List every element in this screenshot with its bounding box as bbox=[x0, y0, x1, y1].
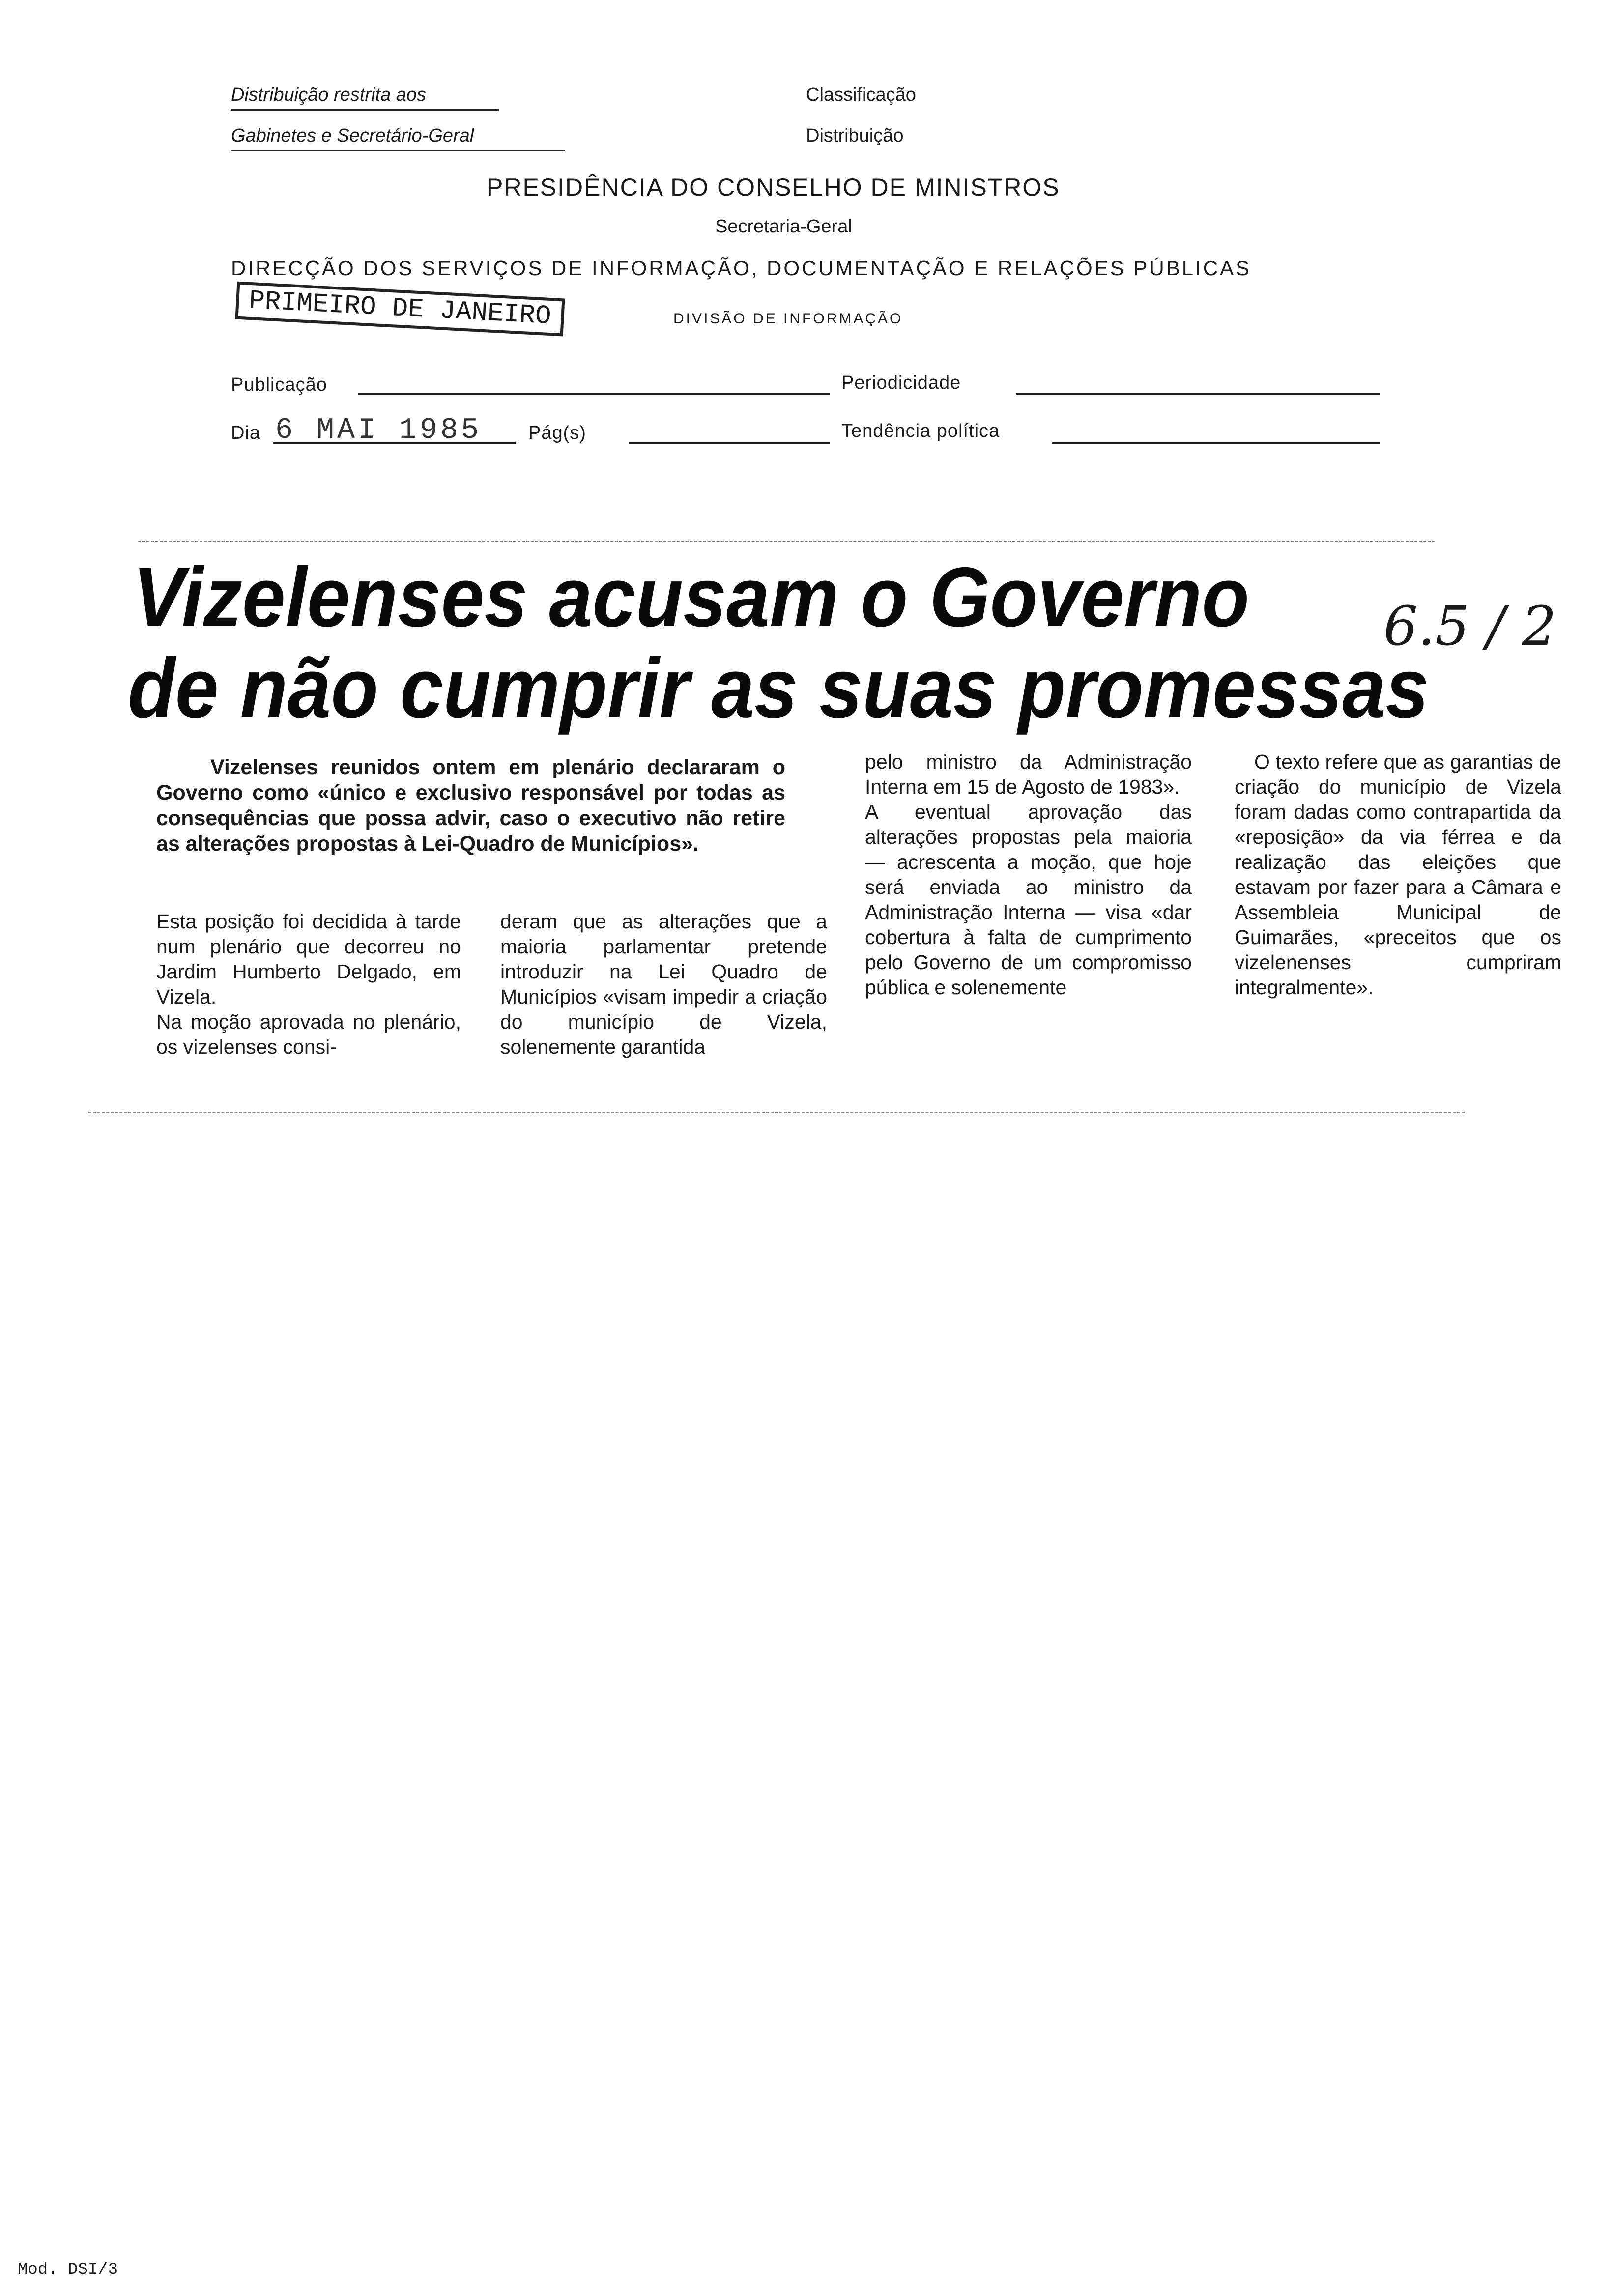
tendencia-line bbox=[1052, 442, 1380, 444]
dia-label: Dia bbox=[231, 423, 261, 443]
publicacao-line bbox=[358, 393, 830, 395]
handwritten-note: 6.5 / 2 bbox=[1383, 595, 1556, 658]
secretaria-geral: Secretaria-Geral bbox=[715, 216, 852, 237]
divisao-informacao: DIVISÃO DE INFORMAÇÃO bbox=[673, 311, 903, 327]
underline-2 bbox=[231, 150, 565, 151]
clipping-bottom-edge bbox=[88, 1112, 1465, 1113]
headline-line1: Vizelenses acusam o Governo bbox=[133, 550, 1249, 644]
clipping-top-edge bbox=[138, 541, 1435, 542]
newspaper-stamp: PRIMEIRO DE JANEIRO bbox=[235, 282, 565, 337]
distribution-restricted-line2: Gabinetes e Secretário-Geral bbox=[231, 125, 474, 146]
headline-line2: de não cumprir as suas promessas bbox=[128, 641, 1429, 735]
pags-line bbox=[629, 442, 830, 444]
tendencia-label: Tendência política bbox=[841, 421, 1000, 441]
model-number: Mod. DSI/3 bbox=[18, 2261, 118, 2279]
article-column-4: O texto refere que as garantias de criação do município de Vizela foram dadas como contrapartida da «reposição» da via férrea e da realização das eleições que estavam por fazer para a Câmara e Assembleia Municipal de Guimarães, «preceitos que os vizelenenses cumpriram integralmente». bbox=[1235, 750, 1561, 999]
article-lead: Vizelenses reunidos ontem em plenário declararam o Governo como «único e exclusivo responsável por todas as consequências que possa advir, caso o executivo não retire as alterações propostas à Lei-Quadro de Municípios». bbox=[156, 755, 785, 856]
periodicidade-line bbox=[1016, 393, 1380, 395]
publicacao-label: Publicação bbox=[231, 374, 327, 395]
periodicidade-label: Periodicidade bbox=[841, 373, 961, 393]
article-column-2: deram que as alterações que a maioria parlamentar pretende introduzir na Lei Quadro de Municípios «visam impedir a criação do município de Vizela, solenemente garantida bbox=[500, 910, 827, 1058]
dia-value-stamp: 6 MAI 1985 bbox=[275, 414, 482, 447]
presidencia-title: PRESIDÊNCIA DO CONSELHO DE MINISTROS bbox=[487, 173, 1060, 201]
direccao-servicos: DIRECÇÃO DOS SERVIÇOS DE INFORMAÇÃO, DOCUMENTAÇÃO E RELAÇÕES PÚBLICAS bbox=[231, 257, 1252, 280]
pags-label: Pág(s) bbox=[528, 423, 586, 443]
distribuicao-label: Distribuição bbox=[806, 125, 904, 146]
article-column-1: Esta posição foi decidida à tarde num plenário que decorreu no Jardim Humberto Delgado, em Vizela. Na moção aprovada no plenário, os vizelenses consi- bbox=[156, 910, 461, 1058]
classificacao-label: Classificação bbox=[806, 85, 916, 105]
article-column-3: pelo ministro da Administração Interna em 15 de Agosto de 1983». A eventual aprovação das alterações propostas pela maioria — acrescenta a moção, que hoje será enviada ao ministro da Administração Interna — visa «dar cobertura à falta de cumprimento pelo Governo de um compromisso pública e solenemente bbox=[865, 750, 1192, 999]
distribution-restricted-line1: Distribuição restrita aos bbox=[231, 85, 427, 105]
underline-1 bbox=[231, 109, 499, 111]
dia-line bbox=[273, 442, 516, 444]
